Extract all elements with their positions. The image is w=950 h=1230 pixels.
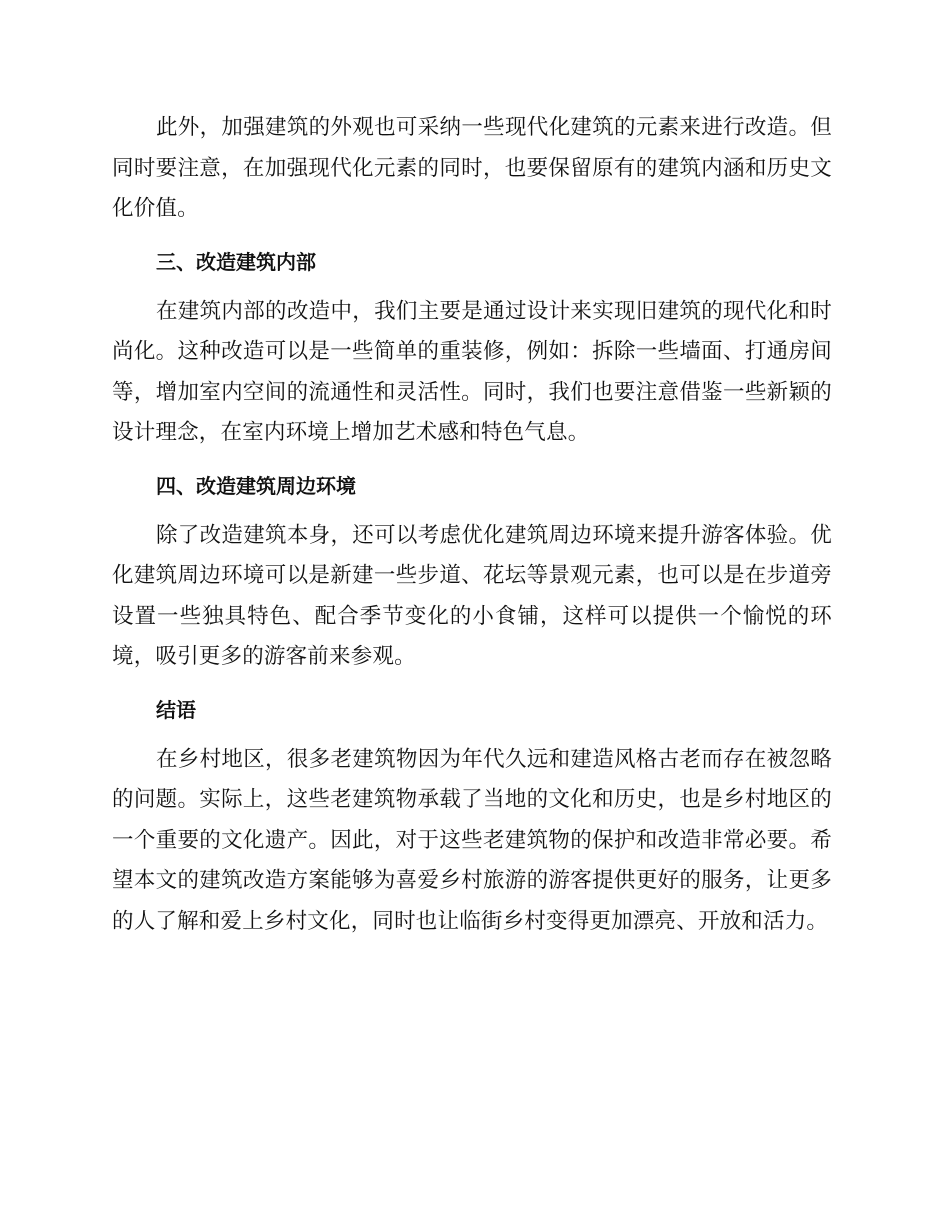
section-heading-surroundings: 四、改造建筑周边环境 <box>156 473 356 498</box>
paragraph-surroundings: 除了改造建筑本身，还可以考虑优化建筑周边环境来提升游客体验。优化建筑周边环境可以是新建一些步道、花坛等景观元素，也可以是在步道旁设置一些独具特色、配合季节变化的小食铺，这样可以提供一个愉悦的环境，吸引更多的游客前来参观。 <box>112 522 832 669</box>
section-heading-conclusion: 结语 <box>156 697 196 722</box>
paragraph-exterior-modernization: 此外，加强建筑的外观也可采纳一些现代化建筑的元素来进行改造。但同时要注意，在加强现代化元素的同时，也要保留原有的建筑内涵和历史文化价值。 <box>112 115 832 221</box>
document-page <box>112 108 832 942</box>
paragraph-interior-renovation: 在建筑内部的改造中，我们主要是通过设计来实现旧建筑的现代化和时尚化。这种改造可以是一些简单的重装修，例如：拆除一些墙面、打通房间等，增加室内空间的流通性和灵活性。同时，我们也要注意借鉴一些新颖的设计理念，在室内环境上增加艺术感和特色气息。 <box>112 298 832 445</box>
paragraph-conclusion: 在乡村地区，很多老建筑物因为年代久远和建造风格古老而存在被忽略的问题。实际上，这些老建筑物承载了当地的文化和历史，也是乡村地区的一个重要的文化遗产。因此，对于这些老建筑物的保护和改造非常必要。希望本文的建筑改造方案能够为喜爱乡村旅游的游客提供更好的服务，让更多的人了解和爱上乡村文化，同时也让临街乡村变得更加漂亮、开放和活力。 <box>112 746 832 934</box>
section-heading-interior: 三、改造建筑内部 <box>156 249 316 274</box>
